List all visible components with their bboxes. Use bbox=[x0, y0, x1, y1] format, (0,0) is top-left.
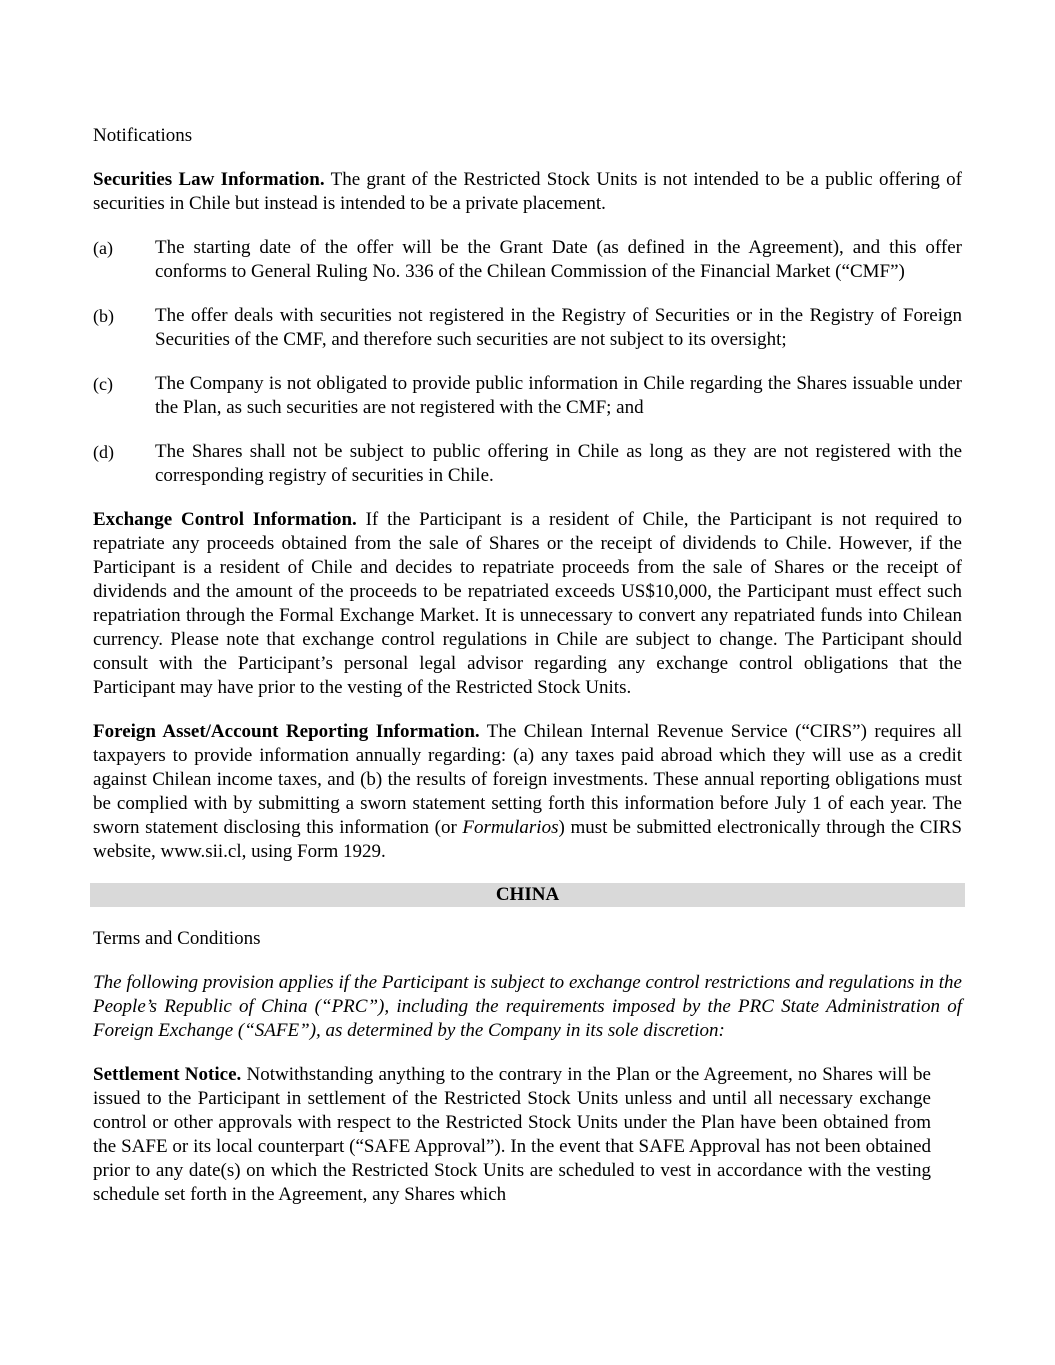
securities-law-title: Securities Law Information. bbox=[93, 169, 325, 190]
settlement-notice-text: Notwithstanding anything to the contrary in the Plan or the Agreement, no Shares will be issued to the Participant in settlement of the Restricted Stock Units unless and until all necessary exchange control or other approvals with respect to the Restricted Stock Units under the Plan have been obtained from the SAFE or its local counterpart (“SAFE Approval”). In the event that SAFE Approval has not been obtained prior to any date(s) on which the Restricted Stock Units are scheduled to vest in accordance with the vesting schedule set forth in the Agreement, any Shares which bbox=[93, 1064, 931, 1205]
list-item bbox=[93, 372, 962, 420]
list-item-text: The Company is not obligated to provide public information in Chile regarding the Shares issuable under the Plan, as such securities are not registered with the CMF; and bbox=[155, 373, 962, 418]
provision-italic-paragraph: The following provision applies if the Participant is subject to exchange control restrictions and regulations in the People’s Republic of China (“PRC”), including the requirements imposed by the PRC State Administration of Foreign Exchange (“SAFE”), as determined by the Company in its sole discretion: bbox=[93, 972, 962, 1041]
foreign-asset-italic: Formularios bbox=[462, 817, 559, 838]
foreign-asset-title: Foreign Asset/Account Reporting Information. bbox=[93, 721, 480, 742]
securities-law-paragraph bbox=[93, 168, 962, 216]
list-item-label: (d) bbox=[93, 442, 114, 462]
settlement-notice-title: Settlement Notice. bbox=[93, 1064, 242, 1085]
list-item-label: (c) bbox=[93, 374, 113, 394]
list-item-label: (b) bbox=[93, 306, 114, 326]
notifications-heading: Notifications bbox=[93, 125, 193, 146]
terms-heading: Terms and Conditions bbox=[93, 928, 261, 949]
exchange-control-text: If the Participant is a resident of Chile, the Participant is not required to repatriate any proceeds obtained from the sale of Shares or the receipt of dividends to Chile. However, if the Participant is a resident of Chile and decides to repatriate proceeds from the sale of Shares or the receipt of dividends and the amount of the proceeds to be repatriated exceeds US$10,000, the Participant must effect such repatriation through the Formal Exchange Market. It is unnecessary to convert any repatriated funds into Chilean currency. Please note that exchange control regulations in Chile are subject to change. The Participant should consult with the Participant’s personal legal advisor regarding any exchange control obligations that the Participant may have prior to the vesting of the Restricted Stock Units. bbox=[93, 509, 962, 698]
list-item-text: The offer deals with securities not registered in the Registry of Securities or in the Registry of Foreign Securities of the CMF, and therefore such securities are not subject to its oversight; bbox=[155, 305, 962, 350]
foreign-asset-paragraph bbox=[93, 720, 962, 864]
foreign-asset-text-1: The Chilean Internal Revenue Service (“CIRS”) requires all taxpayers to provide information annually regarding: (a) any taxes paid abroad which they will use as a credit against Chilean income taxes, and (b) the results of foreign investments. These annual reporting obligations must be complied with by submitting a sworn statement setting forth this information before July 1 of each year. The sworn statement disclosing this information (or bbox=[93, 721, 962, 838]
document-page bbox=[93, 124, 962, 1207]
foreign-asset-text-2: ) must be submitted electronically through the CIRS website, www.sii.cl, using Form 1929. bbox=[93, 817, 962, 862]
exchange-control-paragraph bbox=[93, 508, 962, 700]
list-item bbox=[93, 304, 962, 352]
settlement-notice-paragraph bbox=[93, 1063, 931, 1207]
list-item-text: The Shares shall not be subject to public offering in Chile as long as they are not registered with the corresponding registry of securities in Chile. bbox=[155, 441, 962, 486]
list-item bbox=[93, 440, 962, 488]
list-item-text: The starting date of the offer will be the Grant Date (as defined in the Agreement), and this offer conforms to General Ruling No. 336 of the Chilean Commission of the Financial Market (“CMF”) bbox=[155, 237, 962, 282]
securities-law-text: The grant of the Restricted Stock Units is not intended to be a public offering of securities in Chile but instead is intended to be a private placement. bbox=[93, 169, 962, 214]
list-item bbox=[93, 236, 962, 284]
exchange-control-title: Exchange Control Information. bbox=[93, 509, 357, 530]
country-section-bar: CHINA bbox=[90, 883, 965, 907]
list-item-label: (a) bbox=[93, 238, 113, 258]
